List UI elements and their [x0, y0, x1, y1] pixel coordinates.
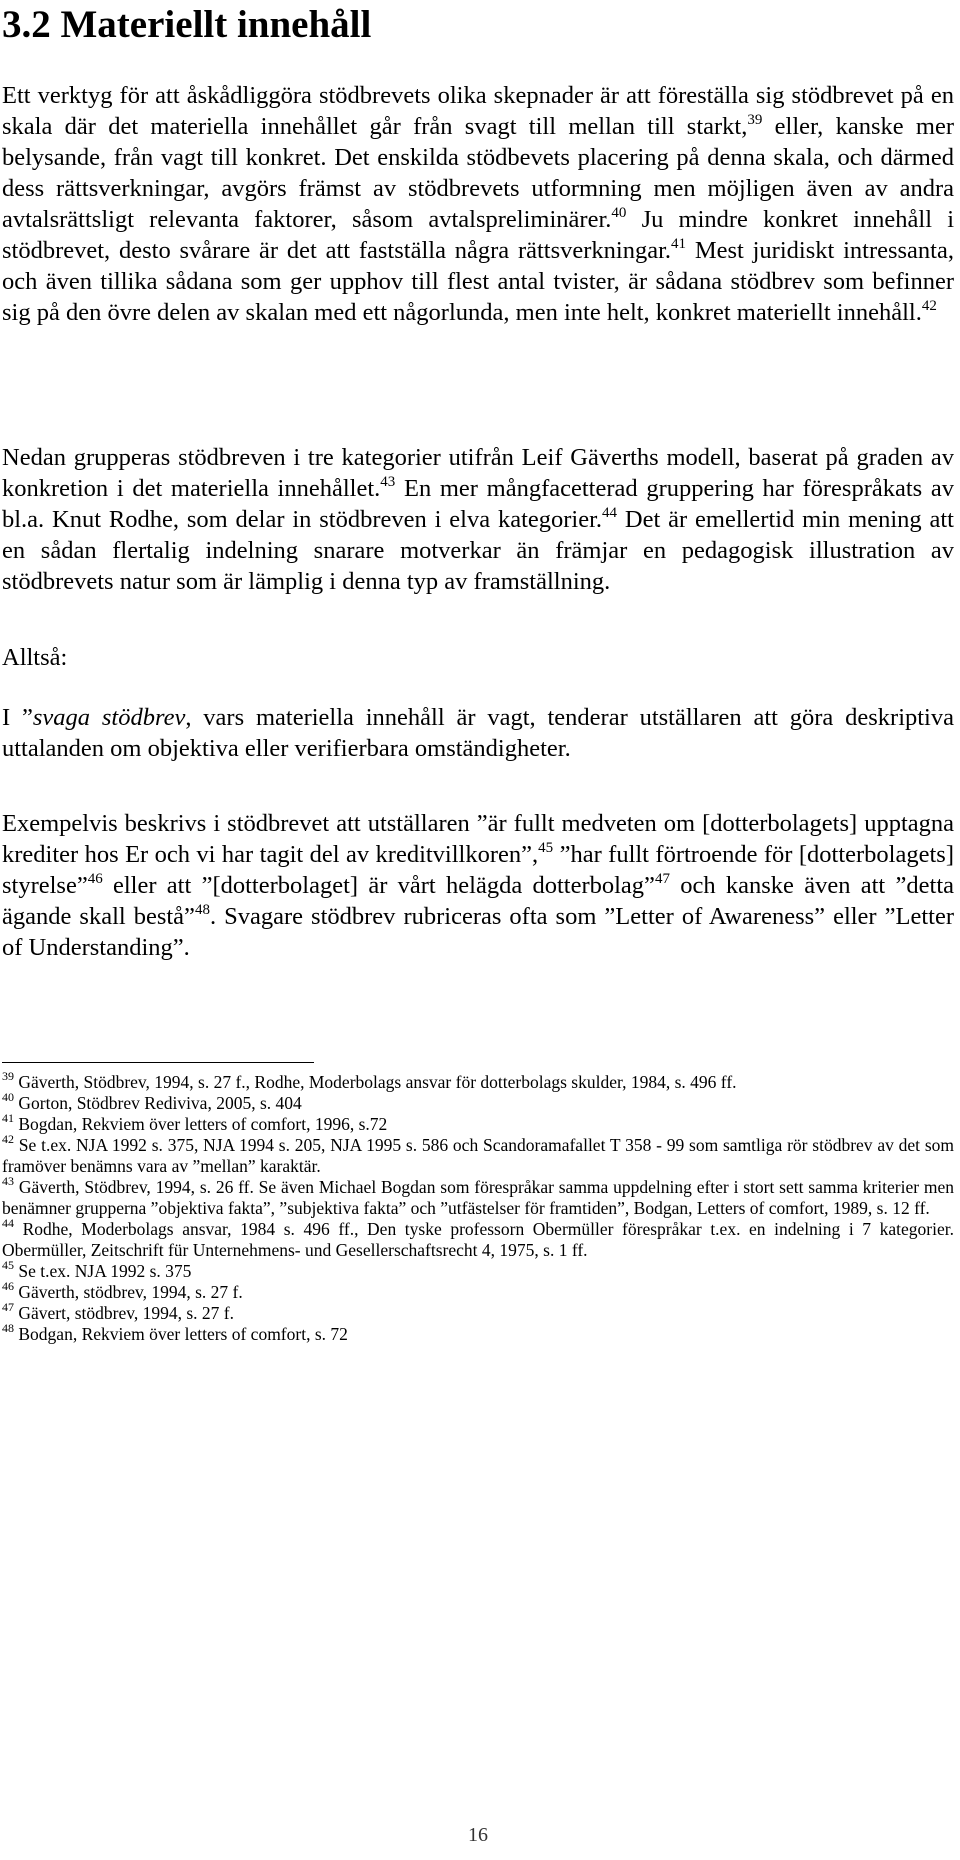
footnotes-list: [2, 1069, 954, 1345]
footnote-ref[interactable]: 47: [654, 870, 670, 887]
footnote-ref[interactable]: 41: [671, 235, 687, 252]
text-run: I ”: [2, 704, 33, 731]
page-number: 16: [468, 1824, 488, 1846]
footnote-text: Bodgan, Rekviem över letters of comfort, s. 72: [14, 1324, 348, 1344]
footnote-ref[interactable]: 45: [538, 839, 554, 856]
footnote: [2, 1090, 954, 1114]
footnote: [2, 1069, 954, 1093]
paragraph-scale-intro: [2, 80, 954, 328]
text-run: och kanske även att ”detta ägande skall bestå”: [2, 872, 954, 930]
paragraph-weak-letters: [2, 702, 954, 764]
footnote-number: 46: [2, 1279, 14, 1294]
text-run: . Svagare stödbrev rubriceras ofta som ”Letter of Awareness” eller ”Letter of Understanding”.: [2, 903, 954, 961]
footnote: [2, 1258, 954, 1282]
footnote-number: 41: [2, 1111, 14, 1126]
footnote-number: 39: [2, 1069, 14, 1084]
footnote-text: Rodhe, Moderbolags ansvar, 1984 s. 496 ff., Den tyske professorn Obermüller förespråkar t.ex. en indelning i 7 kategorier. Obermüller, Zeitschrift für Unternehmens- und Gesellerschaftsrecht 4, 1975, s. 1 ff.: [2, 1219, 954, 1260]
footnote-text: Gävert, stödbrev, 1994, s. 27 f.: [14, 1303, 235, 1323]
text-run: ”har fullt förtroende för [dotterbolagets] styrelse”: [2, 841, 954, 899]
footnote: [2, 1216, 954, 1261]
text-run: , vars materiella innehåll är vagt, tenderar utställaren att göra deskriptiva uttalanden om objektiva eller verifierbara omständigheter.: [2, 704, 954, 762]
italic-term: svaga stödbrev: [32, 704, 186, 731]
footnote: [2, 1111, 954, 1135]
paragraph-examples: [2, 808, 954, 963]
footnote-number: 48: [2, 1321, 14, 1336]
text-run: eller, kanske mer belysande, från vagt till konkret. Det enskilda stödbevets placering på denna skala, och därmed dess rättsverkningar, avgörs främst av stödbrevets utformning men möjligen även av andra avtalsrättsligt relevanta faktorer, såsom avtalspreliminärer.: [2, 113, 955, 233]
text-run: Ett verktyg för att åskådliggöra stödbrevets olika skepnader är att föreställa sig stödbrevet på en skala där det materiella innehållet går från svagt till mellan till starkt,: [2, 82, 954, 140]
footnote-text: Se t.ex. NJA 1992 s. 375: [14, 1261, 192, 1281]
footnote: [2, 1132, 954, 1177]
footnote-number: 40: [2, 1090, 14, 1105]
paragraph-categories: [2, 442, 954, 597]
footnote: [2, 1321, 954, 1345]
text-run: Exempelvis beskrivs i stödbrevet att utställaren ”är fullt medveten om [dotterbolagets] upptagna krediter hos Er och vi har tagit del av kreditvillkoren”,: [2, 810, 954, 868]
footnote-ref[interactable]: 43: [380, 473, 396, 490]
footnote-text: Gäverth, stödbrev, 1994, s. 27 f.: [14, 1282, 243, 1302]
footnote-ref[interactable]: 46: [87, 870, 103, 887]
footnote-number: 47: [2, 1300, 14, 1315]
footnote-text: Gorton, Stödbrev Rediviva, 2005, s. 404: [14, 1093, 302, 1113]
footnote-number: 43: [2, 1174, 14, 1189]
footnote-ref[interactable]: 39: [747, 111, 763, 128]
footnote-ref[interactable]: 42: [921, 297, 937, 314]
footnote-text: Gäverth, Stödbrev, 1994, s. 26 ff. Se även Michael Bogdan som förespråkar samma uppdelning efter i stort sett samma kriterier men benämner gruppernа ”objektiva fakta”, ”subjektiva fakta” och ”utfästelser för framtiden”, Bodgan, Letters of comfort, 1989, s. 12 ff.: [2, 1177, 954, 1218]
footnote-number: 44: [2, 1216, 14, 1231]
footnote-number: 45: [2, 1258, 14, 1273]
footnote-text: Gäverth, Stödbrev, 1994, s. 27 f., Rodhe, Moderbolags ansvar för dotterbolags skulder, 1984, s. 496 ff.: [14, 1072, 737, 1092]
text-run: eller att ”[dotterbolaget] är vårt helägda dotterbolag”: [102, 872, 655, 899]
text-run: Ju mindre konkret innehåll i stödbrevet, desto svårare är det att fastställa några rättsverkningar.: [2, 206, 954, 264]
text-run: Mest juridiskt intressanta, och även tillika sådana som ger upphov till flest antal tvister, är sådana stödbrev som befinner sig på den övre delen av skalan med ett någorlunda, men inte helt, konkret materiellt innehåll.: [2, 237, 954, 326]
footnote-divider: [2, 1062, 314, 1063]
footnote-ref[interactable]: 48: [194, 901, 210, 918]
footnote-ref[interactable]: 44: [602, 504, 618, 521]
text-run: Det är emellertid min mening att en sådan flertalig indelning snarare motverkar än främjar en pedagogisk illustration av stödbrevets natur som är lämplig i denna typ av framställning.: [2, 506, 954, 595]
footnote-ref[interactable]: 40: [611, 204, 627, 221]
footnote-text: Bogdan, Rekviem över letters of comfort, 1996, s.72: [14, 1114, 388, 1134]
footnote: [2, 1300, 954, 1324]
paragraph-therefore: Alltså:: [2, 644, 68, 671]
footnote-number: 42: [2, 1132, 14, 1147]
footnote: [2, 1174, 954, 1219]
text-run: En mer mångfacetterad gruppering har förespråkats av bl.a. Knut Rodhe, som delar in stödbreven i elva kategorier.: [2, 475, 954, 533]
footnote-text: Se t.ex. NJA 1992 s. 375, NJA 1994 s. 205, NJA 1995 s. 586 och Scandoramafallet T 358 - 99 som samtliga rör stödbrev av det som framöver benämns vara av ”mellan” karaktär.: [2, 1135, 954, 1176]
text-run: Nedan grupperas stödbreven i tre kategorier utifrån Leif Gäverths modell, baserat på graden av konkretion i det materiella innehållet.: [2, 444, 954, 502]
section-heading: 3.2 Materiellt innehåll: [2, 3, 372, 46]
footnote: [2, 1279, 954, 1303]
